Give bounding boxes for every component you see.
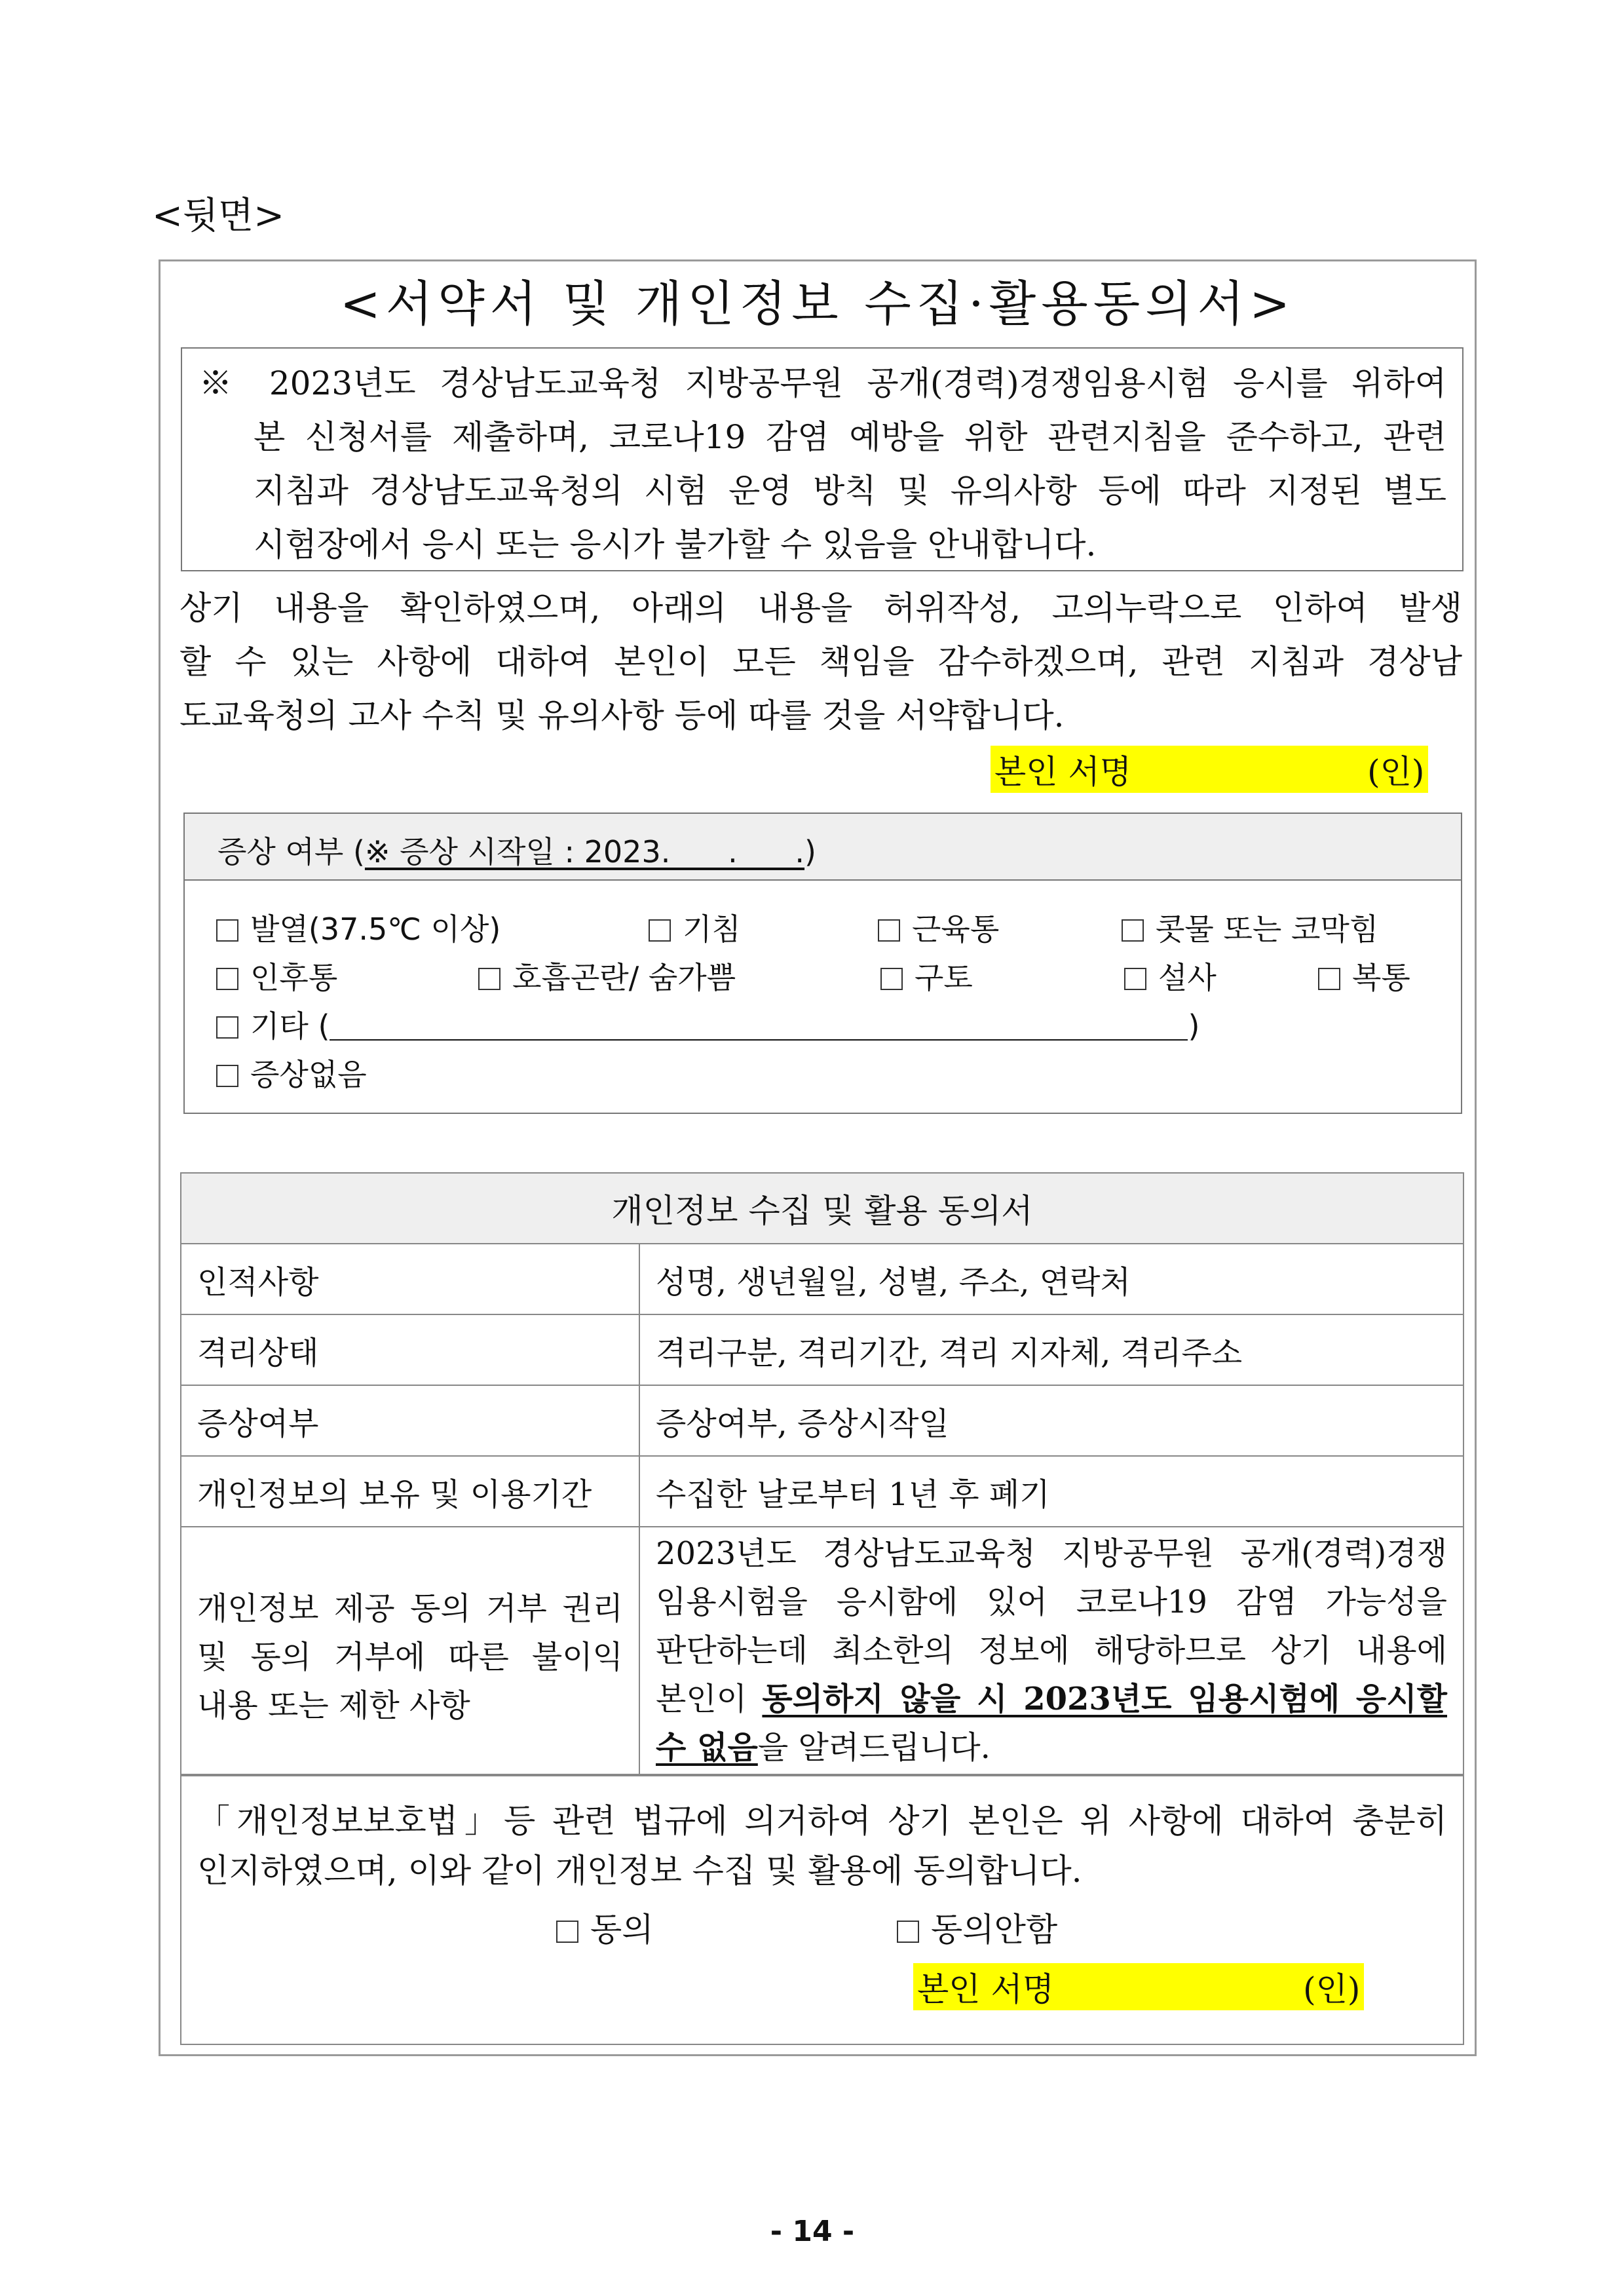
option-abdominal-pain[interactable]	[1318, 954, 1410, 997]
row-value: 성명, 생년월일, 성별, 주소, 연락처	[639, 1244, 1463, 1314]
checkbox-icon[interactable]	[878, 919, 900, 942]
symptom-header-prefix: 증상 여부 (	[217, 834, 365, 870]
option-myalgia[interactable]	[878, 906, 999, 949]
checkbox-icon[interactable]	[556, 1921, 578, 1943]
row-value: 증상여부, 증상시작일	[639, 1385, 1463, 1456]
option-label: 기타 (	[250, 1008, 330, 1044]
notice-line: ※ 2023년도 경상남도교육청 지방공무원 공개(경력)경쟁임용시험 응시를 위하여	[199, 364, 1446, 402]
disagree-label: 동의안함	[931, 1911, 1058, 1949]
pledge-line: 도교육청의 고사 수칙 및 유의사항 등에 따를 것을 서약합니다.	[179, 697, 1065, 735]
disagree-option[interactable]	[897, 1904, 1057, 1951]
checkbox-icon[interactable]	[216, 1065, 238, 1087]
page-number: - 14 -	[770, 2215, 855, 2248]
symptom-section	[183, 813, 1462, 1114]
checkbox-icon[interactable]	[1318, 968, 1340, 990]
checkbox-icon[interactable]	[649, 919, 671, 942]
option-label: 근육통	[912, 911, 1000, 947]
option-label: 설사	[1158, 960, 1217, 995]
checkbox-icon[interactable]	[1122, 919, 1144, 942]
refusal-emphasis: 수 없음	[656, 1729, 758, 1766]
row-value: 수집한 날로부터 1년 후 폐기	[639, 1456, 1463, 1527]
refusal-value-line	[656, 1723, 1447, 1772]
option-diarrhea[interactable]	[1124, 954, 1217, 997]
pledge-line: 상기 내용을 확인하였으며, 아래의 내용을 허위작성, 고의누락으로 인하여 발생	[179, 589, 1462, 627]
option-cough[interactable]	[649, 906, 741, 949]
refusal-value-line: 2023년도 경상남도교육청 지방공무원 공개(경력)경쟁	[656, 1535, 1447, 1572]
consent-table-header: 개인정보 수집 및 활용 동의서	[181, 1173, 1463, 1244]
refusal-text: 본인이	[656, 1681, 763, 1717]
checkbox-icon[interactable]	[478, 968, 500, 990]
refusal-emphasis: 동의하지 않을 시 2023년도 임용시험에 응시할	[762, 1681, 1447, 1717]
symptom-header	[185, 814, 1461, 881]
row-label: 개인정보의 보유 및 이용기간	[181, 1456, 639, 1527]
signature-label: 본인 서명	[917, 1970, 1055, 2008]
refusal-label-line: 및 동의 거부에 따른 불이익	[197, 1639, 623, 1675]
final-line: 인지하였으며, 이와 같이 개인정보 수집 및 활용에 동의합니다.	[197, 1852, 1082, 1890]
option-label: 인후통	[250, 960, 338, 995]
option-fever[interactable]	[216, 906, 500, 949]
checkbox-icon[interactable]	[1124, 968, 1146, 990]
refusal-label-line: 개인정보 제공 동의 거부 권리	[197, 1590, 623, 1627]
table-row	[181, 1385, 1463, 1456]
notice-box	[181, 347, 1463, 571]
option-none[interactable]	[216, 1051, 367, 1094]
consent-table	[180, 1172, 1464, 1775]
row-label: 인적사항	[181, 1244, 639, 1314]
side-label: <뒷면>	[152, 195, 285, 237]
checkbox-icon[interactable]	[216, 1016, 238, 1039]
option-vomiting[interactable]	[880, 954, 973, 997]
refusal-label	[181, 1527, 639, 1774]
row-value: 격리구분, 격리기간, 격리 지자체, 격리주소	[639, 1314, 1463, 1385]
signature-label: 본인 서명	[994, 753, 1132, 791]
pledge-line: 할 수 있는 사항에 대하여 본인이 모든 책임을 감수하겠으며, 관련 지침과 경상남	[179, 643, 1462, 681]
symptom-start-date[interactable]: ※ 증상 시작일 : 2023. . .	[364, 834, 805, 870]
refusal-label-line: 내용 또는 제한 사항	[197, 1687, 470, 1724]
option-sore-throat[interactable]	[216, 954, 337, 997]
option-label: 콧물 또는 코막힘	[1156, 911, 1379, 947]
refusal-value-line: 판단하는데 최소한의 정보에 해당하므로 상기 내용에	[656, 1632, 1447, 1669]
table-row	[181, 1314, 1463, 1385]
checkbox-icon[interactable]	[216, 919, 238, 942]
option-runny-nose[interactable]	[1122, 906, 1378, 949]
option-label: 증상없음	[250, 1057, 367, 1092]
table-row	[181, 1244, 1463, 1314]
option-label: 복통	[1352, 960, 1410, 995]
consent-signature[interactable]	[913, 1963, 1364, 2010]
row-label: 증상여부	[181, 1385, 639, 1456]
refusal-value-line	[656, 1675, 1447, 1723]
notice-line: 지침과 경상남도교육청의 시험 운영 방칙 및 유의사항 등에 따라 지정된 별도	[254, 472, 1446, 510]
row-label: 격리상태	[181, 1314, 639, 1385]
refusal-value-line: 임용시험을 응시함에 있어 코로나19 감염 가능성을	[656, 1584, 1447, 1620]
checkbox-icon[interactable]	[897, 1921, 919, 1943]
option-close-paren: )	[1188, 1008, 1200, 1044]
other-input-line[interactable]	[330, 1009, 1188, 1041]
checkbox-icon[interactable]	[880, 968, 903, 990]
table-row	[181, 1456, 1463, 1527]
option-other[interactable]	[216, 1003, 1199, 1046]
option-label: 호흡곤란/ 숨가쁨	[512, 960, 736, 995]
refusal-value	[639, 1527, 1463, 1774]
final-line: 「개인정보보호법」등 관련 법규에 의거하여 상기 본인은 위 사항에 대하여 충분히	[197, 1802, 1448, 1840]
document-title: <서약서 및 개인정보 수집·활용동의서>	[339, 276, 1296, 332]
option-dyspnea[interactable]	[478, 954, 736, 997]
agree-option[interactable]	[556, 1904, 654, 1951]
table-row	[181, 1527, 1463, 1774]
seal-label: (인)	[1303, 1970, 1361, 2008]
notice-line: 본 신청서를 제출하며, 코로나19 감염 예방을 위한 관련지침을 준수하고, 관련	[254, 418, 1446, 456]
option-label: 기침	[683, 911, 741, 947]
option-label: 구토	[915, 960, 973, 995]
pledge-signature[interactable]	[991, 746, 1428, 793]
notice-line: 시험장에서 응시 또는 응시가 불가할 수 있음을 안내합니다.	[254, 526, 1097, 564]
agree-label: 동의	[590, 1911, 654, 1949]
option-label: 발열(37.5℃ 이상)	[250, 911, 501, 947]
seal-label: (인)	[1367, 753, 1425, 791]
symptom-header-suffix: )	[804, 834, 816, 870]
checkbox-icon[interactable]	[216, 968, 238, 990]
refusal-text: 을 알려드립니다.	[757, 1729, 991, 1766]
